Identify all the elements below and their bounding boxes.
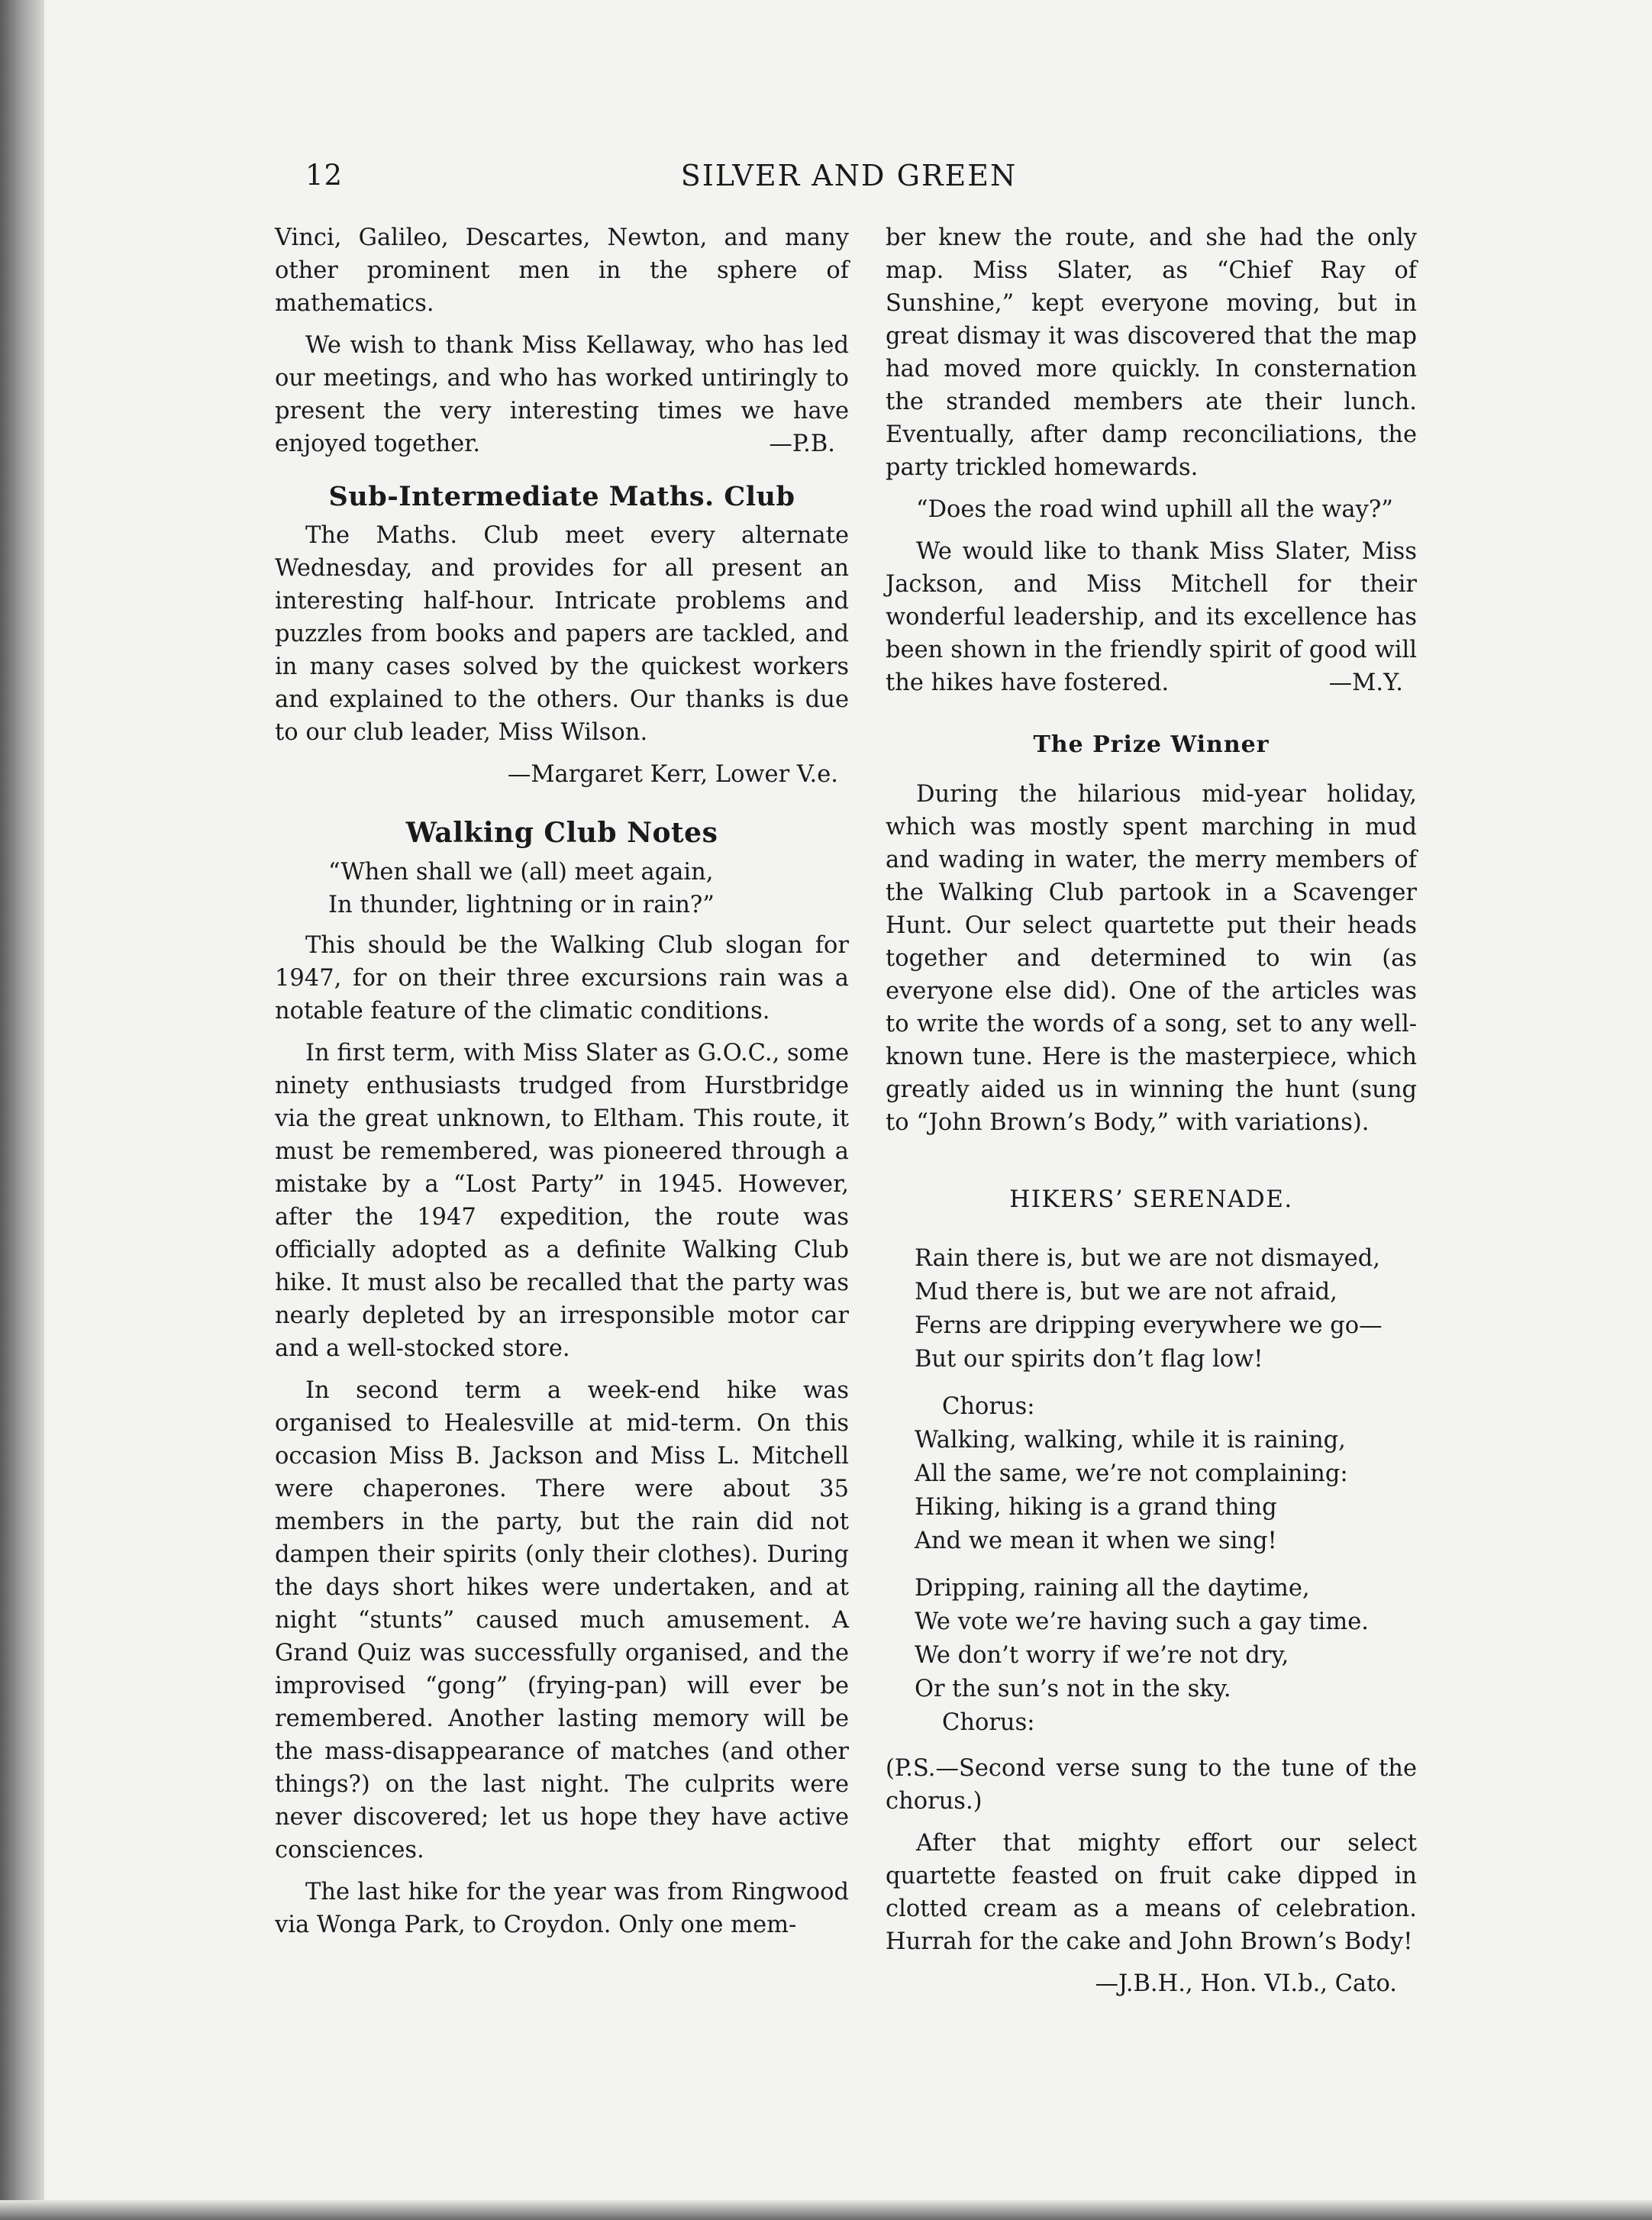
quote-line-1: “When shall we (all) meet again, [328, 859, 714, 886]
verse-2-line: Dripping, raining all the daytime, [915, 1575, 1310, 1602]
continued-paragraph: ber knew the route, and she had the only map. Miss Slater, as “Chief Ray of Sunshine,” kept everyone moving, but in great dismay it was discovered that the map had moved more quickly. In consternation the stranded members ate their lunch. Eventually, after damp reconciliations, the party trickled homewards. [886, 224, 1417, 481]
serenade-title: HIKERS’ SERENADE. [1009, 1186, 1293, 1213]
closing-paragraph: After that mighty effort our select quartette feasted on fruit cake dipped in clotted cream as a means of celebration. Hurrah for the cake and John Brown’s Body! [886, 1830, 1417, 1955]
running-head-title: SILVER AND GREEN [680, 159, 1018, 192]
verse-1 [915, 1242, 1417, 1376]
chorus-line: And we mean it when we sing! [915, 1528, 1277, 1554]
page-bottom-edge [0, 2200, 1652, 2220]
walking-club-quote [328, 856, 849, 921]
quote-line-2: In thunder, lightning or in rain?” [328, 892, 715, 918]
ps-note: (P.S.—Second verse sung to the tune of the chorus.) [886, 1755, 1417, 1815]
verse-2-line: Or the sun’s not in the sky. [915, 1676, 1231, 1702]
maths-club-signature: —Margaret Kerr, Lower V.e. [507, 761, 838, 788]
chorus-line: All the same, we’re not complaining: [915, 1460, 1348, 1487]
thanks-paragraph [886, 535, 1417, 699]
left-column [275, 221, 849, 1951]
verse-2-line: We vote we’re having such a gay time. [915, 1609, 1369, 1635]
walking-club-heading: Walking Club Notes [405, 817, 718, 849]
walking-club-paragraph-4: The last hike for the year was from Ringwood via Wonga Park, to Croydon. Only one mem- [275, 1879, 849, 1938]
right-column [886, 221, 1417, 2000]
prize-winner-heading: The Prize Winner [1033, 731, 1270, 758]
intro-paragraph-1: Vinci, Galileo, Descartes, Newton, and many other prominent men in the sphere of mathematics. [275, 224, 849, 317]
road-quote: “Does the road wind uphill all the way?” [916, 496, 1393, 523]
verse-1-line: Ferns are dripping everywhere we go— [915, 1312, 1383, 1339]
verse-2 [915, 1572, 1417, 1706]
thanks-paragraph-text: We would like to thank Miss Slater, Miss Jackson, and Miss Mitchell for their wonderful leadership, and its excellence has been shown in the friendly spirit of good will the hikes have fostered. [886, 538, 1417, 696]
verse-1-line: Mud there is, but we are not afraid, [915, 1279, 1337, 1305]
chorus-label-2: Chorus: [942, 1709, 1035, 1736]
prize-winner-body: During the hilarious mid-year holiday, which was mostly spent marching in mud and wading in water, the merry members of the Walking Club partook in a Scavenger Hunt. Our select quartette put their heads together and determined to win (as everyone else did). One of the articles was to write the words of a song, set to any well-known tune. Here is the masterpiece, which greatly aided us in winning the hunt (sung to “John Brown’s Body,” with variations). [886, 781, 1417, 1136]
maths-club-heading: Sub-Intermediate Maths. Club [328, 481, 795, 512]
intro-paragraph-2 [275, 329, 849, 460]
verse-1-line: Rain there is, but we are not dismayed, [915, 1245, 1380, 1272]
verse-1-line: But our spirits don’t flag low! [915, 1346, 1263, 1373]
chorus-line: Hiking, hiking is a grand thing [915, 1494, 1277, 1521]
maths-club-body: The Maths. Club meet every alternate Wednesday, and provides for all present an interesting half-hour. Intricate problems and puzzles from books and papers are tackled, and in many cases solved by the quickest workers and explained to the others. Our thanks is due to our club leader, Miss Wilson. [275, 522, 849, 746]
thanks-signature: —M.Y. [1328, 670, 1403, 696]
verse-2-line: We don’t worry if we’re not dry, [915, 1642, 1289, 1669]
walking-club-paragraph-2: In first term, with Miss Slater as G.O.C., some ninety enthusiasts trudged from Hurstbridge via the great unknown, to Eltham. This route, it must be remembered, was pioneered through a mistake by a “Lost Party” in 1945. However, after the 1947 expedition, the route was officially adopted as a definite Walking Club hike. It must also be recalled that the party was nearly depleted by an irresponsible motor car and a well-stocked store. [275, 1040, 849, 1362]
page-number: 12 [305, 159, 344, 192]
chorus [915, 1424, 1417, 1558]
walking-club-paragraph-3: In second term a week-end hike was organised to Healesville at mid-term. On this occasion Miss B. Jackson and Miss L. Mitchell were chaperones. There were about 35 members in the party, but the rain did not dampen their spirits (only their clothes). During the days short hikes were undertaken, and at night “stunts” caused much amusement. A Grand Quiz was successfully organised, and the improvised “gong” (frying-pan) will ever be remembered. Another lasting memory will be the mass-disappearance of matches (and other things?) on the last night. The culprits were never discovered; let us hope they have active consciences. [275, 1377, 849, 1863]
intro-signature: —P.B. [769, 431, 835, 457]
intro-paragraph-2-text: We wish to thank Miss Kellaway, who has led our meetings, and who has worked untiringly to present the very interesting times we have enjoyed together. [275, 332, 849, 457]
final-signature: —J.B.H., Hon. VI.b., Cato. [1095, 1970, 1397, 1997]
walking-club-paragraph-1: This should be the Walking Club slogan for 1947, for on their three excursions rain was a notable feature of the climatic conditions. [275, 932, 849, 1024]
chorus-line: Walking, walking, while it is raining, [915, 1427, 1346, 1454]
chorus-label: Chorus: [942, 1393, 1035, 1420]
song-lyrics [915, 1242, 1417, 1740]
book-binding-edge [0, 0, 44, 2220]
